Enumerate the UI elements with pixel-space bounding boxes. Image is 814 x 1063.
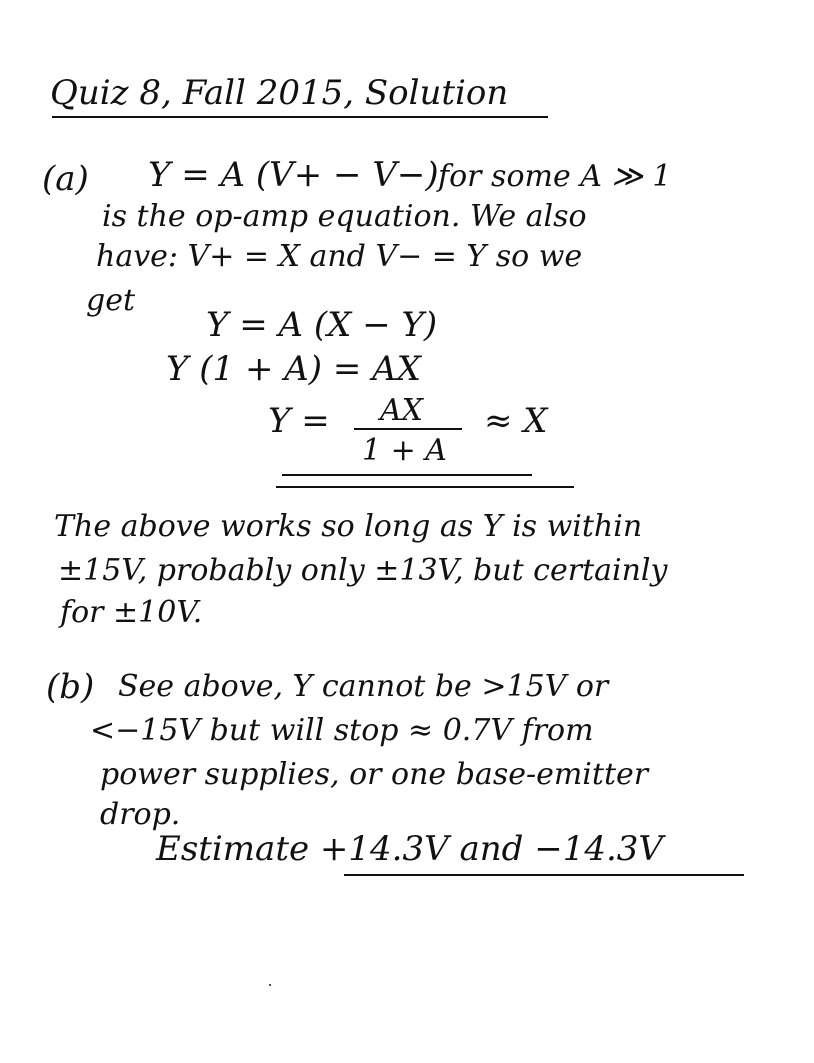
part-b-text-line-4: drop. <box>100 797 181 832</box>
stray-mark <box>269 984 271 986</box>
derivation-step-2: Y (1 + A) = AX <box>166 349 421 389</box>
part-b-label: (b) <box>46 667 95 707</box>
result-fraction-bar <box>354 428 462 430</box>
part-b-text-line-2: <−15V but will stop ≈ 0.7V from <box>90 713 594 748</box>
part-a-label: (a) <box>42 159 89 199</box>
part-b-estimate: Estimate +14.3V and −14.3V <box>156 829 663 869</box>
part-b-text-line-3: power supplies, or one base-emitter <box>100 757 649 792</box>
result-numerator: AX <box>380 393 424 428</box>
part-a-text-line-2: is the op-amp equation. We also <box>102 199 587 234</box>
remark-line-3: for ±10V. <box>60 595 203 630</box>
estimate-underline <box>344 874 744 876</box>
derivation-step-1: Y = A (X − Y) <box>206 305 438 345</box>
part-a-text-line-4: get <box>86 283 136 318</box>
remark-line-2: ±15V, probably only ±13V, but certainly <box>58 553 668 588</box>
page-title: Quiz 8, Fall 2015, Solution <box>50 73 509 113</box>
result-underline-1 <box>282 474 532 476</box>
result-denominator: 1 + A <box>362 433 447 468</box>
op-amp-equation-condition: for some A ≫ 1 <box>438 159 672 194</box>
part-b-text-line-1: See above, Y cannot be >15V or <box>118 669 609 704</box>
op-amp-equation: Y = A (V+ − V−) <box>148 155 439 195</box>
title-underline <box>52 116 548 118</box>
remark-line-1: The above works so long as Y is within <box>54 509 643 544</box>
result-approximation: ≈ X <box>484 401 548 441</box>
result-lhs: Y = <box>268 401 330 441</box>
part-a-text-line-3: have: V+ = X and V− = Y so we <box>96 239 583 274</box>
result-underline-2 <box>276 486 574 488</box>
